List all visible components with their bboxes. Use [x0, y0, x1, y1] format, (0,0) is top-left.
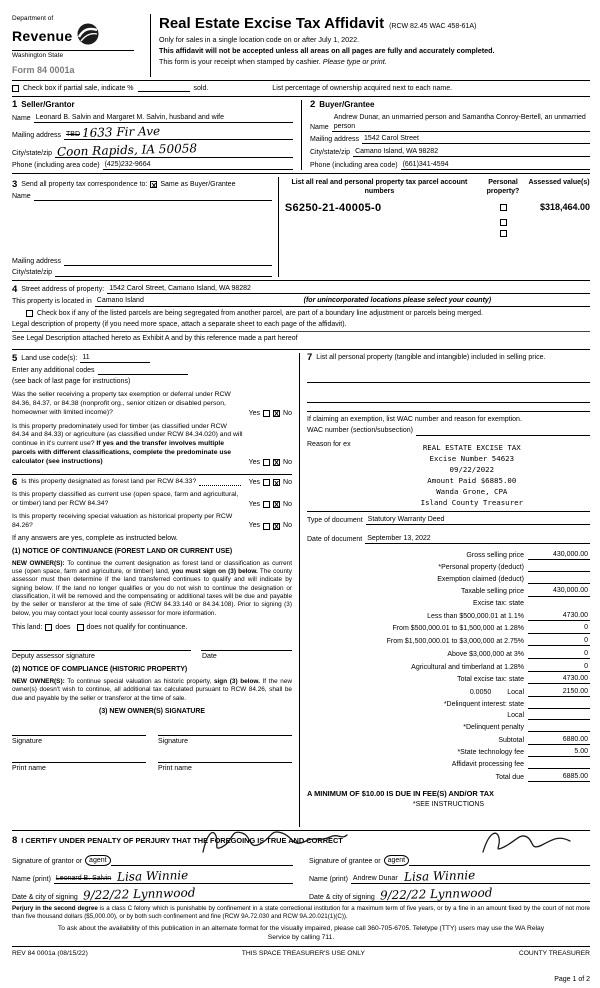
treasurer-stamp: [354, 440, 590, 509]
tax-value: 5.00: [528, 747, 590, 757]
parcel-number: S6250-21-40005-0: [284, 201, 382, 214]
assessed-value-header: Assessed value(s): [528, 179, 590, 187]
seller-csz-label: City/state/zip: [12, 149, 53, 157]
stamp-line: Island County Treasurer: [420, 498, 523, 508]
tax-value: 430,000.00: [528, 550, 590, 560]
parcel-row: [285, 201, 590, 215]
buyer-heading: Buyer/Grantee: [319, 99, 375, 109]
notice-continuance-title: (1) NOTICE OF CONTINUANCE (FOREST LAND OR CURRENT USE): [12, 547, 233, 555]
ownership-note: List percentage of ownership acquired next to each name.: [272, 84, 453, 92]
tax-label: Above $3,000,000 at 3%: [447, 650, 524, 658]
buyer-csz-value: Camano Island, WA 98282: [353, 147, 590, 157]
print-name-label: Print name: [158, 765, 192, 773]
deputy-signature-line: [12, 642, 191, 651]
yes-checkbox[interactable]: [263, 479, 270, 486]
divider: [12, 830, 590, 831]
timber-question: [12, 423, 244, 467]
yes-checkbox[interactable]: [263, 410, 270, 417]
buyer-mailing-label: Mailing address: [310, 136, 360, 144]
tax-value: [528, 575, 590, 584]
signature-label: Signature: [12, 738, 42, 746]
exemption-question: Was the seller receiving a property tax exemption or deferral under RCW 84.36, 84.37, or 84.38 (nonprofit org., senior citizen or disabled person, homeowner with limited income)?: [12, 391, 231, 416]
reason-and-stamp-row: [307, 440, 590, 509]
header-note-1: Only for sales in a single location code on or after July 1, 2022.: [159, 35, 360, 44]
tax-row-taxable-selling-price: [307, 586, 590, 596]
page-number: Page 1 of 2: [554, 975, 590, 983]
parcel-row-empty: [285, 219, 590, 226]
grantee-date-handwritten: 9/22/22 Lynnwood: [379, 885, 493, 903]
send-correspondence-label: Send all property tax correspondence to:: [21, 181, 148, 189]
dept-pre-label: Department of: [12, 15, 54, 22]
seller-csz-value: [55, 140, 293, 159]
tax-row-delinquent-interest-state: [307, 700, 590, 709]
signature-label: Signature: [158, 738, 188, 746]
partial-sale-row: [12, 84, 590, 93]
exemption-question-row: [12, 391, 292, 417]
local-rate: 0.0050: [469, 688, 492, 696]
notice-compliance-bold: sign (3) below.: [213, 678, 260, 686]
section-6-number: 6: [12, 476, 18, 488]
tax-label: Less than $500,000.01 at 1.1%: [427, 612, 524, 620]
certify-statement: I CERTIFY UNDER PENALTY OF PERJURY THAT THE FOREGOING IS TRUE AND CORRECT: [21, 836, 343, 846]
deputy-date-label: Date: [202, 653, 217, 660]
section-certification: [12, 834, 590, 906]
yes-no-group: [249, 458, 292, 467]
divider: [12, 349, 590, 350]
owner-print-labels: [12, 764, 292, 773]
stamp-line: Wanda Grone, CPA: [436, 486, 508, 496]
parties-section: [12, 100, 590, 171]
tax-label: Total due: [495, 773, 524, 781]
notice-compliance-title: (2) NOTICE OF COMPLIANCE (HISTORIC PROPERTY): [12, 666, 188, 674]
no-label: No: [283, 409, 292, 417]
divider: [12, 80, 590, 81]
divider: [12, 946, 590, 947]
personal-property-checkbox-1[interactable]: [500, 204, 507, 211]
dotted-leader: [199, 485, 240, 486]
notice-compliance-text-2: If the new owner(s) doesn't wish to continue, all additional tax calculated pursuant to RCW 84.26, shall be due and payable by the seller or transferor at the time of sale.: [12, 678, 292, 702]
tax-value: 0: [528, 623, 590, 633]
grantee-name-handwritten: Lisa Winnie: [403, 868, 476, 884]
right-column: [300, 353, 590, 827]
yes-label: Yes: [248, 522, 261, 530]
buyer-mailing-value: 1542 Carol Street: [362, 134, 590, 144]
tax-row-affidavit-processing-fee: [307, 760, 590, 769]
alternate-format-note: To ask about the availability of this publication in an alternate format for the visually impaired, please call 360-705-6705. Teletype (TTY) users may use the WA Relay Service by calling 711.: [57, 924, 545, 941]
new-owners-label: NEW OWNER(S):: [12, 678, 65, 686]
title-block: [150, 14, 590, 77]
tax-row-total-excise-state: [307, 674, 590, 684]
yes-label: Yes: [248, 479, 261, 487]
yes-checkbox[interactable]: [263, 523, 270, 530]
yes-checkbox[interactable]: [263, 459, 270, 466]
form-header: [12, 14, 590, 77]
correspondence-mailing-label: Mailing address: [12, 257, 62, 265]
new-owners-signature-title: (3) NEW OWNER(S) SIGNATURE: [99, 708, 205, 716]
section-3-number: 3: [12, 178, 18, 190]
assessed-value: $318,464.00: [539, 201, 590, 212]
divider: [12, 901, 590, 902]
tax-label: *Delinquent interest: state: [443, 700, 524, 708]
county-treasurer-label: COUNTY TREASURER: [518, 950, 590, 958]
agent-oval-label: agent: [384, 855, 410, 866]
date-of-document-value: September 13, 2022: [365, 534, 590, 544]
deputy-date-line: [201, 642, 292, 651]
seller-mailing-value: [64, 124, 293, 141]
partial-sale-checkbox[interactable]: [12, 85, 19, 92]
additional-codes-label: Enter any additional codes: [12, 366, 95, 374]
historic-question: Is this property receiving special valuation as historical property per RCW 84.26?: [12, 512, 233, 529]
left-column: [12, 353, 300, 827]
continuance-qualify-row: [12, 623, 292, 632]
tax-row-agricultural: [307, 662, 590, 672]
owner-print-line-1: [12, 754, 146, 763]
tax-value: 6880.00: [528, 735, 590, 745]
additional-codes-line: [98, 366, 188, 375]
divider: [12, 474, 292, 475]
does-not-label: does not qualify for continuance.: [86, 623, 188, 631]
seller-csz-handwritten: Coon Rapids, IA 50058: [56, 140, 198, 159]
no-checkbox[interactable]: [273, 501, 280, 508]
grantor-name-print-label: Name (print): [12, 875, 51, 883]
rev-number: REV 84 0001a (08/15/22): [12, 950, 88, 958]
personal-property-checkbox-2[interactable]: [500, 219, 507, 226]
parcel-table: [278, 177, 590, 277]
timber-question-row: [12, 423, 292, 467]
tax-label: Affidavit processing fee: [451, 761, 524, 769]
no-checkbox[interactable]: [273, 523, 280, 530]
tax-value: 4730.00: [528, 674, 590, 684]
stamp-line: Excise Number 54623: [429, 453, 515, 463]
tax-row-gross-selling-price: [307, 550, 590, 560]
tax-value: 430,000.00: [528, 586, 590, 596]
type-of-document-value: Statutory Warranty Deed: [366, 515, 590, 525]
buyer-csz-label: City/state/zip: [310, 148, 351, 156]
seller-mailing-handwritten: 1633 Fir Ave: [81, 124, 161, 141]
header-note-3-text: This form is your receipt when stamped by cashier.: [159, 56, 323, 66]
street-address-label: Street address of property:: [21, 286, 105, 294]
tax-value: [528, 700, 590, 709]
notice-compliance-text-1: To continue special valuation as historic property,: [67, 678, 212, 686]
legal-description-label: Legal description of property (if you need more space, attach a separate sheet to each page of the affidavit).: [12, 320, 347, 328]
forest-land-question-row: [12, 478, 292, 488]
correspondence-csz-line: [55, 268, 272, 277]
tax-value: 0: [528, 636, 590, 646]
land-use-value: 11: [80, 353, 150, 363]
perjury-text: is a class C felony which is punishable by confinement in a state correctional institution for a maximum term of five years, or by a fine in an amount fixed by the court of not more than five thousand dollars ($5,000.00), or by both such confinement and fine (RCW 9A.72.030 and RCW 9A.20.021(1)(C)).: [12, 904, 591, 920]
divider: [12, 173, 590, 174]
tax-row-personal-property-deduct: [307, 563, 590, 572]
notice-continuance-body: [12, 560, 292, 618]
tax-row-state-technology-fee: [307, 747, 590, 757]
segregated-label: Check box if any of the listed parcels are being segregated from another parcel, are part of a boundary line adjustment or parcels being merged.: [37, 309, 483, 317]
no-checkbox[interactable]: [273, 479, 280, 486]
section-seller: [12, 100, 301, 171]
grantee-date-city-label: Date & city of signing: [309, 893, 375, 901]
rev-row: [12, 950, 590, 959]
no-label: No: [283, 522, 292, 530]
tax-label: From $500,000.01 to $1,500,000 at 1.28%: [392, 625, 524, 633]
tax-value: [528, 711, 590, 720]
page-footer: [12, 898, 590, 984]
forest-land-question: Is this property designated as forest land per RCW 84.33?: [21, 478, 197, 486]
see-back-note: (see back of last page for instructions): [12, 378, 131, 386]
current-use-question-row: [12, 491, 292, 509]
owner-print-line-2: [158, 754, 292, 763]
same-as-buyer-label: Same as Buyer/Grantee: [160, 181, 236, 189]
does-checkbox[interactable]: [45, 624, 52, 631]
land-use-label: Land use code(s):: [21, 355, 78, 363]
buyer-name-value: Andrew Dunar, an unmarried person and Samantha Conroy-Bertell, an unmarried person: [332, 113, 590, 132]
section-4-number: 4: [12, 283, 18, 295]
divider: [12, 280, 590, 281]
tax-label: Subtotal: [498, 736, 524, 744]
unincorporated-note-line: [205, 296, 590, 306]
tax-value: [528, 723, 590, 732]
unincorporated-note: (for unincorporated locations please select your county): [303, 297, 492, 305]
grantor-signature-label: Signature of grantor or: [12, 857, 83, 865]
grantee-signature-label: Signature of grantee or: [309, 857, 381, 865]
grantor-signature-block: [12, 850, 293, 902]
tax-value: [528, 599, 590, 608]
personal-property-heading: List all personal property (tangible and intangible) included in selling price.: [316, 354, 546, 362]
correspondence-name-label: Name: [12, 192, 31, 200]
grantee-signature-block: [309, 850, 590, 902]
notice-continuance-text-1: To continue the current designation as forest land or classification as current use (open space, farm and agriculture, or timber) land,: [12, 559, 292, 575]
tax-label: From $1,500,000.01 to $3,000,000 at 2.75%: [386, 638, 524, 646]
section-land-use: [12, 353, 292, 466]
yes-label: Yes: [248, 409, 261, 417]
form-title-rcw: (RCW 82.45 WAC 458-61A): [389, 23, 477, 30]
tax-row-subtotal: [307, 735, 590, 745]
main-columns: [12, 353, 590, 827]
form-number: Form 84 0001a: [12, 64, 75, 75]
tax-label: Local: [507, 712, 524, 720]
personal-property-line-2: [307, 394, 590, 403]
owner-signature-labels: [12, 737, 292, 746]
tax-row-tier-4: [307, 649, 590, 659]
tax-label: Taxable selling price: [460, 588, 524, 596]
correspondence-left: [12, 177, 278, 277]
seller-mailing-label: Mailing address: [12, 132, 62, 140]
grantor-date-city-label: Date & city of signing: [12, 893, 78, 901]
section-correspondence: [12, 177, 590, 277]
this-land-label: This land:: [12, 623, 43, 631]
any-yes-note: If any answers are yes, complete as instructed below.: [12, 534, 178, 542]
tax-label: Gross selling price: [466, 552, 524, 560]
divider: [307, 411, 590, 412]
perjury-notice: [12, 905, 590, 921]
type-of-document-label: Type of document: [307, 517, 363, 525]
tax-label: Agricultural and timberland at 1.28%: [411, 663, 524, 671]
tax-label: Excise tax: state: [473, 600, 524, 608]
grantor-date-handwritten: 9/22/22 Lynnwood: [82, 885, 196, 903]
header-note-2: This affidavit will not be accepted unless all areas on all pages are fully and accurately completed.: [159, 45, 495, 55]
deputy-signature-label: Deputy assessor signature: [12, 653, 95, 660]
partial-sale-label: Check box if partial sale, indicate %: [23, 84, 134, 92]
yes-checkbox[interactable]: [263, 501, 270, 508]
divider: [307, 511, 590, 512]
grantee-name-typed: Andrew Dunar: [352, 874, 398, 882]
owner-print-lines: [12, 754, 292, 763]
exemption-note: If claiming an exemption, list WAC number and reason for exemption.: [307, 415, 522, 423]
header-note-3: [159, 57, 590, 66]
notice-continuance-bold: you must sign on (3) below.: [171, 567, 258, 575]
yes-no-group: [249, 500, 292, 509]
no-checkbox[interactable]: [273, 410, 280, 417]
tax-row-tier-2: [307, 623, 590, 633]
buyer-phone-label: Phone (including area code): [310, 161, 398, 169]
stamp-line: REAL ESTATE EXCISE TAX: [422, 442, 521, 452]
legal-description-value: See Legal Description attached hereto as Exhibit A and by this reference made a part hereof: [12, 334, 298, 342]
tax-label: Total excise tax: state: [457, 676, 524, 684]
grantor-signature-line: [111, 857, 293, 866]
same-as-buyer-checkbox[interactable]: [150, 181, 157, 188]
tax-row-local: [307, 687, 590, 697]
tax-label: *Personal property (deduct): [438, 564, 524, 572]
parcel-row-empty: [285, 230, 590, 237]
new-owners-label: NEW OWNER(S):: [12, 559, 65, 567]
section-1-number: 1: [12, 98, 18, 110]
no-label: No: [283, 458, 292, 466]
tax-label: Local: [507, 688, 524, 696]
yes-no-group: [249, 409, 292, 418]
buyer-name-label: Name: [310, 123, 329, 131]
buyer-phone-value: (661)341-4594: [401, 160, 590, 170]
reason-label: Reason for ex: [307, 440, 351, 448]
stamp-line: 09/22/2022: [449, 464, 495, 474]
parcel-header: List all real and personal property tax parcel account numbers: [291, 179, 468, 196]
divider: [12, 96, 590, 97]
tax-label: Exemption claimed (deduct): [437, 575, 524, 583]
minimum-due-note: A MINIMUM OF $10.00 IS DUE IN FEE(S) AND/OR TAX: [307, 788, 494, 798]
located-in-value: Camano Island: [95, 296, 205, 306]
print-name-label: Print name: [12, 765, 46, 773]
wac-number-line: [416, 427, 590, 436]
tax-value: [528, 760, 590, 769]
deputy-line-row: [12, 642, 292, 651]
grantee-signature-line: [409, 857, 590, 866]
tax-label: *Delinquent penalty: [463, 723, 524, 731]
agent-oval-label: agent: [85, 855, 111, 866]
correspondence-name-line: [34, 192, 272, 201]
owner-signature-line-1: [12, 727, 146, 736]
dor-logo-block: [12, 14, 150, 77]
seller-phone-label: Phone (including area code): [12, 162, 100, 170]
tax-row-tier-1: [307, 611, 590, 621]
tax-row-tier-3: [307, 636, 590, 646]
grantee-name-line: [351, 868, 590, 884]
correspondence-mailing-line: [64, 257, 272, 266]
located-in-label: This property is located in: [12, 298, 92, 306]
dept-name-row: [12, 23, 134, 50]
tax-row-delinquent-interest-local: [307, 711, 590, 720]
seller-heading: Seller/Grantor: [21, 99, 75, 109]
deputy-label-row: [12, 652, 292, 661]
perjury-bold: Perjury in the second degree: [12, 904, 98, 912]
form-title: Real Estate Excise Tax Affidavit: [159, 15, 385, 32]
section-8-number: 8: [12, 835, 18, 847]
notice-compliance-body: [12, 678, 292, 703]
seller-name-label: Name: [12, 114, 31, 122]
tax-row-exemption-claimed: [307, 575, 590, 584]
segregated-checkbox[interactable]: [26, 310, 33, 317]
dept-name-label: Revenue: [12, 27, 73, 44]
section-2-number: 2: [310, 98, 316, 110]
tax-value: [528, 563, 590, 572]
owner-signature-lines: [12, 727, 292, 736]
does-not-checkbox[interactable]: [77, 624, 84, 631]
sold-label: sold.: [193, 84, 209, 92]
current-use-question: Is this property classified as current use (open space, farm and agricultural, or timber) land per RCW 84.34?: [12, 491, 239, 508]
tax-row-excise-tax-state: [307, 599, 590, 608]
tax-value: 0: [528, 649, 590, 659]
tax-computation-table: [307, 550, 590, 781]
yes-label: Yes: [248, 500, 261, 508]
timber-question-text: Is this property predominately used for timber (as classified under RCW 84.34 and 84.33) or agriculture (as classified under RCW 84.34.020) and will continue in it's current use?: [12, 422, 243, 448]
seller-name-value: Leonard B. Salvin and Margaret M. Salvin, husband and wife: [34, 113, 293, 123]
street-address-value: 1542 Carol Street, Camano Island, WA 98282: [107, 284, 590, 294]
personal-property-line-1: [307, 374, 590, 383]
divider: [12, 331, 590, 332]
tax-value: 4730.00: [528, 611, 590, 621]
tax-value: 2150.00: [528, 687, 590, 697]
seller-phone-value: (425)232-9664: [103, 160, 293, 170]
grantor-name-typed: Leonard B. Salvin: [55, 874, 112, 882]
personal-property-header: Personal property?: [486, 179, 520, 196]
dept-sub-label: Washington State: [12, 51, 64, 59]
dor-logo-icon: [77, 23, 99, 48]
no-checkbox[interactable]: [273, 459, 280, 466]
no-label: No: [283, 500, 292, 508]
tre asurer-space-label: THIS SPACE TREASURER'S USE ONLY: [241, 950, 365, 958]
correspondence-csz-label: City/state/zip: [12, 269, 53, 277]
section-classification: [12, 478, 292, 773]
date-of-document-label: Date of document: [307, 536, 363, 544]
owner-signature-line-2: [158, 727, 292, 736]
section-property-location: [12, 284, 590, 346]
partial-percent-line: [138, 84, 190, 92]
wac-number-label: WAC number (section/subsection): [307, 427, 413, 435]
tax-value: 0: [528, 662, 590, 672]
see-instructions-note: *SEE INSTRUCTIONS: [412, 801, 485, 809]
notice-continuance-text-2: The county assessor must then determine if the land transferred continues to qualify and will indicate by signing below. If the land no longer qualifies or you do not wish to continue the designation or classification, it will be removed and the compensating or additional taxes will be due and payable by the seller or transferor at the time of sale (RCW 84.33.140 or 84.34.108). Prior to signing (3) below, you may contact your local county assessor for more information.: [12, 567, 292, 617]
tax-row-delinquent-penalty: [307, 723, 590, 732]
tax-value: 6885.00: [528, 772, 590, 782]
grantor-name-line: [54, 868, 293, 884]
yes-no-group: [249, 478, 292, 487]
seller-mailing-struck: TBD: [66, 131, 81, 139]
grantor-name-handwritten: Lisa Winnie: [116, 868, 189, 884]
section-5-number: 5: [12, 352, 18, 364]
yes-no-group: [249, 521, 292, 530]
personal-property-checkbox-3[interactable]: [500, 230, 507, 237]
timber-question-bold: If yes and the transfer involves multiple parcels with different classifications, complete the predominate use calculator (see instructions): [12, 440, 232, 465]
header-note-3-em: Please type or print.: [322, 56, 387, 66]
section-buyer: [301, 100, 590, 171]
tax-label: *State technology fee: [457, 749, 524, 757]
tax-row-total-due: [307, 772, 590, 782]
yes-label: Yes: [248, 458, 261, 466]
no-label: No: [283, 479, 292, 487]
does-label: does: [55, 623, 71, 631]
grantee-name-print-label: Name (print): [309, 875, 348, 883]
stamp-line: Amount Paid $6885.00: [427, 475, 517, 485]
section-7-number: 7: [307, 352, 313, 364]
historic-question-row: [12, 513, 292, 531]
